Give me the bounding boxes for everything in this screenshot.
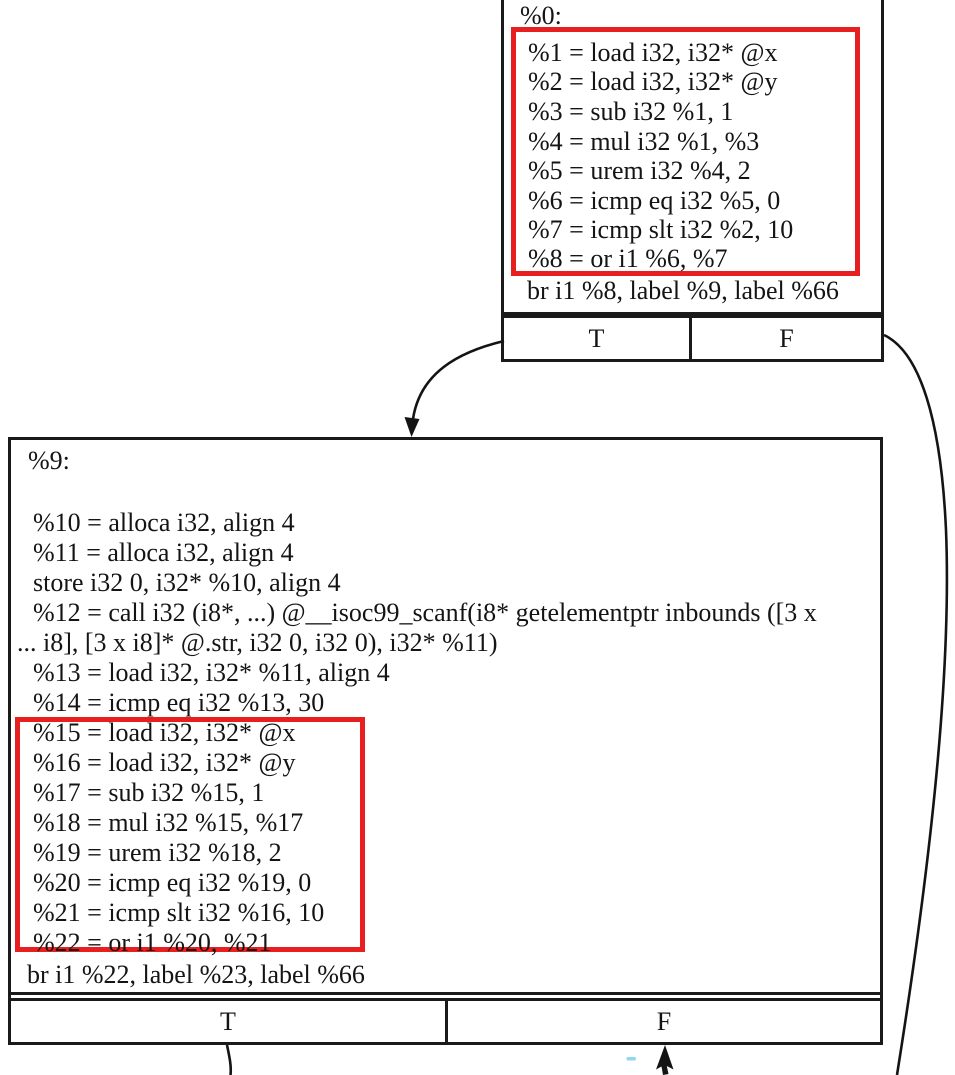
- ir-instruction: %13 = load i32, i32* %11, align 4: [33, 658, 390, 687]
- true-branch-cell: T: [11, 1001, 448, 1042]
- ir-instruction: store i32 0, i32* %10, align 4: [33, 568, 341, 597]
- ir-instruction: %14 = icmp eq i32 %13, 30: [33, 688, 325, 717]
- edge-false-down-right: [884, 335, 947, 1075]
- ir-instruction: %21 = icmp slt i32 %16, 10: [33, 898, 325, 927]
- ir-instruction: %22 = or i1 %20, %21: [33, 928, 272, 957]
- ir-instruction: %4 = mul i32 %1, %3: [528, 127, 760, 156]
- cfg-node-block9: [8, 437, 883, 1045]
- terminator-instruction: br i1 %8, label %9, label %66: [527, 276, 839, 305]
- arrowhead-into-block9: [405, 417, 420, 437]
- ir-instruction: %1 = load i32, i32* @x: [528, 38, 778, 67]
- block-label: %0:: [520, 1, 562, 30]
- ir-instruction: %8 = or i1 %6, %7: [528, 244, 728, 273]
- branch-footer: [504, 315, 881, 359]
- ir-instruction: %2 = load i32, i32* @y: [528, 67, 778, 96]
- ir-instruction: %5 = urem i32 %4, 2: [528, 156, 751, 185]
- cursor-cyan-mark: [627, 1057, 637, 1061]
- ir-instruction: %17 = sub i32 %15, 1: [33, 778, 265, 807]
- ir-instruction: %12 = call i32 (i8*, ...) @__isoc99_scanf(i8* getelementptr inbounds ([3 x: [33, 598, 817, 627]
- ir-instruction: %18 = mul i32 %15, %17: [33, 808, 304, 837]
- ir-instruction: %11 = alloca i32, align 4: [33, 538, 294, 567]
- branch-footer: [11, 998, 880, 1042]
- cfg-node-entry: [501, 0, 884, 362]
- edge-true-stub-bottom: [227, 1045, 231, 1075]
- ir-instruction: %20 = icmp eq i32 %19, 0: [33, 868, 312, 897]
- true-branch-cell: T: [504, 318, 692, 359]
- block-label: %9:: [28, 446, 70, 475]
- ir-instruction: %15 = load i32, i32* @x: [33, 718, 296, 747]
- edge-true-to-block9: [413, 341, 504, 419]
- ir-instruction-wrapped: ... i8], [3 x i8]* @.str, i32 0, i32 0), i32* %11): [17, 628, 498, 657]
- ir-instruction: %16 = load i32, i32* @y: [33, 748, 296, 777]
- ir-instruction: %6 = icmp eq i32 %5, 0: [528, 186, 781, 215]
- terminator-instruction: br i1 %22, label %23, label %66: [27, 960, 365, 989]
- false-branch-cell: F: [656, 1006, 672, 1036]
- ir-instruction: %19 = urem i32 %18, 2: [33, 838, 282, 867]
- ir-instruction: %10 = alloca i32, align 4: [33, 508, 295, 537]
- cursor-arrow: [656, 1045, 674, 1075]
- ir-instruction: %3 = sub i32 %1, 1: [528, 97, 734, 126]
- false-branch-cell: F: [779, 323, 794, 353]
- ir-instruction: %7 = icmp slt i32 %2, 10: [528, 215, 794, 244]
- record-separator: [11, 992, 880, 995]
